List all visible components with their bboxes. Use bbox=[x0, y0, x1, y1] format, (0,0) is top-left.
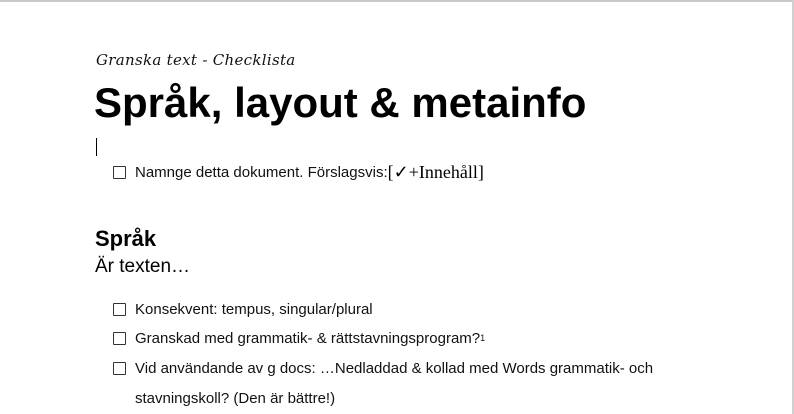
checklist-item-label: Granskad med grammatik- & rättstavningsprogram? bbox=[135, 329, 481, 347]
text-cursor bbox=[96, 138, 97, 156]
checklist-item[interactable] bbox=[113, 296, 373, 322]
section-heading-sprak[interactable]: Språk bbox=[95, 226, 157, 251]
checkbox[interactable] bbox=[113, 166, 126, 179]
checklist-item-label: Vid användande av g docs: …Nedladdad & kollad med Words grammatik- och bbox=[135, 359, 654, 377]
checkbox[interactable] bbox=[113, 332, 126, 345]
section-intro[interactable]: Är texten… bbox=[95, 256, 191, 277]
naming-suggestion: [✓+Innehåll] bbox=[387, 161, 484, 182]
checklist-item-label: Namnge detta dokument. Förslagsvis: bbox=[135, 163, 388, 181]
checkbox[interactable] bbox=[113, 303, 126, 316]
checklist-item-continuation bbox=[135, 385, 335, 411]
checkbox[interactable] bbox=[113, 362, 126, 375]
checklist-item-naming[interactable] bbox=[113, 159, 484, 185]
document-subtitle[interactable]: Granska text - Checklista bbox=[96, 51, 296, 69]
checklist-item[interactable]: Granskad med grammatik- & rättstavningsprogram? 1 bbox=[113, 325, 485, 351]
document-title[interactable]: Språk, layout & metainfo bbox=[94, 79, 587, 126]
checklist-item[interactable] bbox=[113, 355, 653, 381]
page-top-border bbox=[0, 0, 794, 2]
checklist-item-label-continued: stavningskoll? (Den är bättre!) bbox=[135, 389, 336, 407]
checklist-item-label: Konsekvent: tempus, singular/plural bbox=[135, 300, 373, 318]
